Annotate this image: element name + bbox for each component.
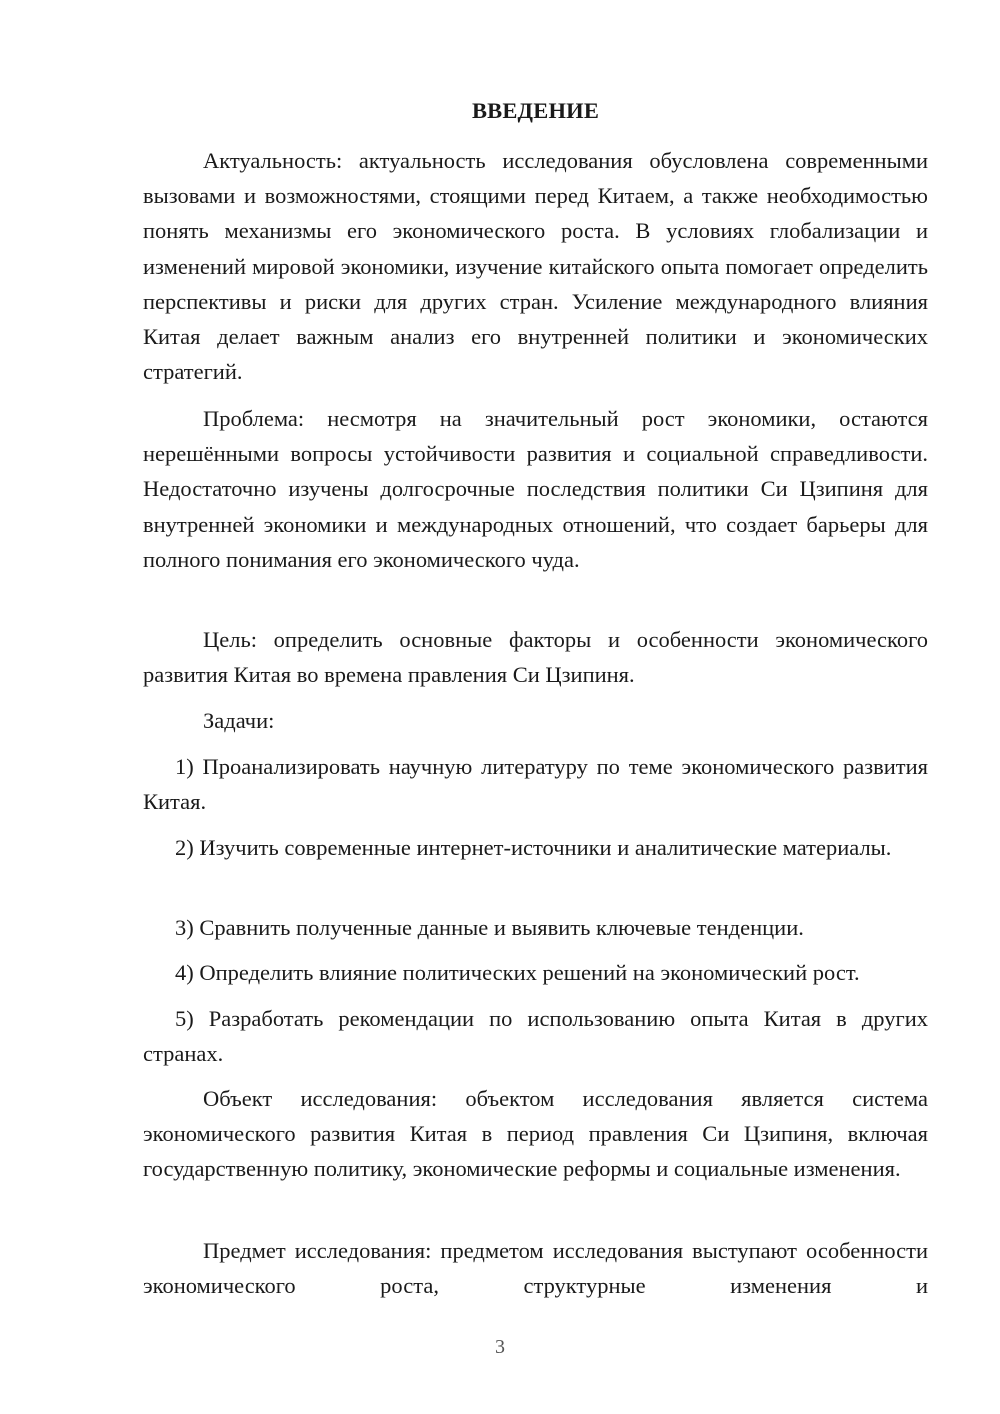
paragraph-tasks-heading: Задачи: <box>203 708 275 733</box>
paragraph-relevance: Актуальность: актуальность исследования обусловлена современными вызовами и возможностями, стоящими перед Китаем, а также необходимостью понять механизмы его экономического роста. В условиях глобализации и изменений мировой экономики, изучение китайского опыта помогает определить перспективы и риски для других стран. Усиление международного влияния Китая делает важным анализ его внутренней политики и экономических стратегий. <box>143 148 928 385</box>
task-item-1: 1) Проанализировать научную литературу по теме экономического развития Китая. <box>143 754 928 815</box>
paragraph-goal: Цель: определить основные факторы и особенности экономического развития Китая во времена правления Си Цзипиня. <box>143 627 928 688</box>
paragraph-problem: Проблема: несмотря на значительный рост экономики, остаются нерешёнными вопросы устойчивости развития и социальной справедливости. Недостаточно изучены долгосрочные последствия политики Си Цзипиня для внутренней экономики и международных отношений, что создает барьеры для полного понимания его экономического чуда. <box>143 406 928 572</box>
paragraph-subject: Предмет исследования: предметом исследования выступают особенности экономического роста, структурные изменения и <box>143 1238 928 1299</box>
page-number: 3 <box>495 1336 505 1358</box>
task-item-3: 3) Сравнить полученные данные и выявить ключевые тенденции. <box>175 915 804 940</box>
page-title: ВВЕДЕНИЕ <box>471 98 600 123</box>
task-item-4: 4) Определить влияние политических решений на экономический рост. <box>175 960 860 985</box>
task-item-2: 2) Изучить современные интернет-источники и аналитические материалы. <box>175 835 892 860</box>
task-item-5: 5) Разработать рекомендации по использованию опыта Китая в других странах. <box>143 1006 928 1067</box>
paragraph-object: Объект исследования: объектом исследования является система экономического развития Китая в период правления Си Цзипиня, включая государственную политику, экономические реформы и социальные изменения. <box>143 1086 928 1182</box>
